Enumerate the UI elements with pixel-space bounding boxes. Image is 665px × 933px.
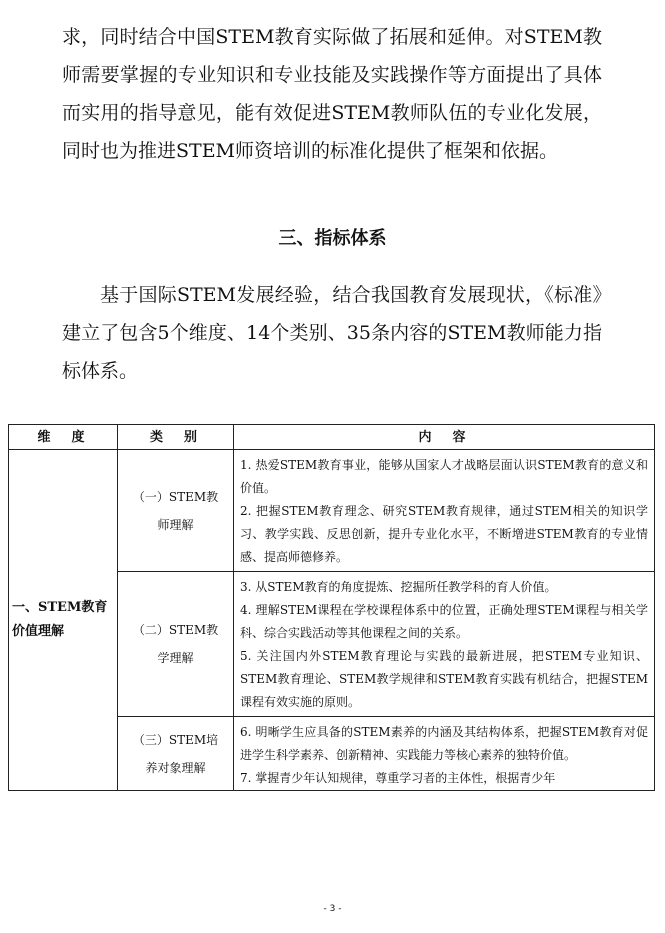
body-paragraph: 基于国际STEM发展经验，结合我国教育发展现状，《标准》建立了包含5个维度、14个类别、35条内容的STEM教师能力指标体系。 [62,284,602,382]
section-heading: 三、指标体系 [278,228,387,249]
header-dimension: 维 度 [9,425,118,450]
page-number: - 3 - [323,904,342,914]
header-content: 内 容 [234,425,655,450]
indicator-table [8,424,655,791]
content-item: 1. 热爱STEM教育事业，能够从国家人才战略层面认识STEM教育的意义和价值。 [240,458,648,495]
content-item: 7. 掌握青少年认知规律，尊重学习者的主体性，根据青少年 [240,771,556,785]
content-cell [234,572,655,717]
table-header-row [9,425,655,450]
category-cell: （二）STEM教学理解 [118,572,234,717]
dimension-cell: 一、STEM教育价值理解 [9,450,118,791]
content-cell [234,717,655,791]
header-category: 类 别 [118,425,234,450]
intro-paragraph: 求，同时结合中国STEM教育实际做了拓展和延伸。对STEM教师需要掌握的专业知识和专业技能及实践操作等方面提出了具体而实用的指导意见，能有效促进STEM教师队伍的专业化发展，同时也为推进STEM师资培训的标准化提供了框架和依据。 [62,26,602,162]
content-cell [234,450,655,572]
content-item: 4. 理解STEM课程在学校课程体系中的位置，正确处理STEM课程与相关学科、综合实践活动等其他课程之间的关系。 [240,603,648,640]
content-item: 2. 把握STEM教育理念、研究STEM教育规律，通过STEM相关的知识学习、教学实践、反思创新，提升专业化水平，不断增进STEM教育的专业情感、提高师德修养。 [240,504,648,564]
content-item: 3. 从STEM教育的角度提炼、挖掘所任教学科的育人价值。 [240,580,557,594]
content-item: 6. 明晰学生应具备的STEM素养的内涵及其结构体系，把握STEM教育对促进学生科学素养、创新精神、实践能力等核心素养的独特价值。 [240,725,648,762]
category-cell: （三）STEM培养对象理解 [118,717,234,791]
content-item: 5. 关注国内外STEM教育理论与实践的最新进展，把STEM专业知识、STEM教育理论、STEM教学规律和STEM教育实践有机结合，把握STEM课程有效实施的原则。 [240,649,648,709]
table-row [9,450,655,572]
category-cell: （一）STEM教师理解 [118,450,234,572]
